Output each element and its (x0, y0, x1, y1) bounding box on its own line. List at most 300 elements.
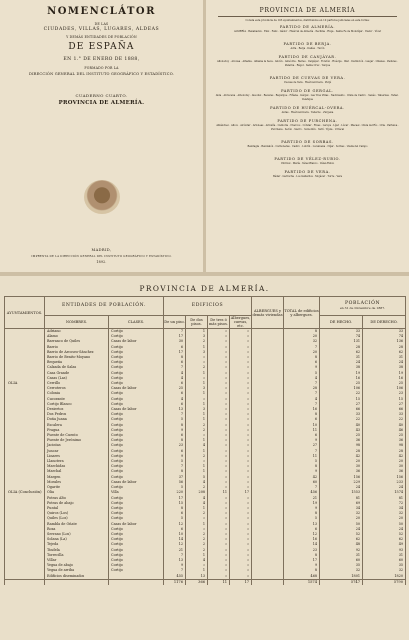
edif-2-pisos: 2 (186, 532, 208, 537)
edif-albergues: » (230, 574, 252, 580)
entity-name: Barrio (45, 345, 109, 350)
total-edificios: 12 (284, 532, 320, 537)
cover-date: EN 1.° DE ENERO DE 1888, (63, 57, 140, 62)
total-edificios: 7 (284, 402, 320, 407)
poblacion-derecho: 156 (363, 475, 406, 480)
entity-class: Cortijo (109, 391, 164, 396)
poblacion-hecho: 40 (320, 423, 363, 428)
poblacion-derecho: 36 (363, 438, 406, 443)
ayuntamiento-cell: OLIA (5, 381, 45, 386)
edif-3-pisos: » (208, 371, 230, 376)
entity-name: Morales (45, 480, 109, 485)
total-edificios: 5 (284, 516, 320, 521)
poblacion-derecho: 40 (363, 423, 406, 428)
entity-class: Casas de labor (109, 407, 164, 412)
poblacion-derecho: 81 (363, 496, 406, 501)
edif-1-piso: 25 (164, 386, 186, 391)
cover-line-de: DE LAS (94, 22, 109, 26)
poblacion-hecho: 25 (320, 381, 363, 386)
edif-1-piso: 17 (164, 334, 186, 339)
poblacion-hecho: 50 (320, 522, 363, 527)
total-edificios: 4 (284, 376, 320, 381)
total-edificios: 16 (284, 407, 320, 412)
total-blank (45, 579, 109, 585)
edif-1-piso: 8 (164, 438, 186, 443)
partido-heading: PARTIDO DE GERGAL. (281, 89, 334, 93)
total-edificios: 14 (284, 542, 320, 547)
total-edificios: 8 (284, 553, 320, 558)
edif-2-pisos: » (186, 459, 208, 464)
edif-3-pisos: » (208, 480, 230, 485)
header-hecho: DE HECHO. (320, 316, 363, 329)
edif-albergues: » (230, 568, 252, 573)
header-edif-2: De dos pisos. (186, 316, 208, 329)
edif-3-pisos: » (208, 329, 230, 335)
entity-class: Cortijo (109, 548, 164, 553)
edif-3-pisos: » (208, 402, 230, 407)
poblacion-hecho: 36 (320, 438, 363, 443)
partido-heading: PARTIDO DE ALMERÍA. (279, 25, 336, 29)
poblacion-derecho: 233 (363, 480, 406, 485)
total-blank (5, 579, 45, 585)
edif-1-piso: 5 (164, 485, 186, 490)
total-value: 5790 (363, 579, 406, 585)
edif-1-piso: 7 (164, 329, 186, 335)
edif-albergues: » (230, 397, 252, 402)
poblacion-derecho: 25 (363, 381, 406, 386)
partido-heading: PARTIDO DE BERJA. (283, 42, 332, 46)
edif-2-pisos: 1 (186, 469, 208, 474)
entity-name: Alamo (45, 334, 109, 339)
total-value: 1176 (164, 579, 186, 585)
poblacion-hecho: 24 (320, 527, 363, 532)
edif-albergues: » (230, 423, 252, 428)
edif-1-piso: 6 (164, 391, 186, 396)
edif-2-pisos: 4 (186, 501, 208, 506)
edif-1-piso: 13 (164, 407, 186, 412)
edif-2-pisos: 2 (186, 454, 208, 459)
poblacion-hecho: 1553 (320, 490, 363, 495)
partido-towns: Alboloduy · Alcolea · Alhabia · Alhama la Seca · Alicún · Almócita · Beires · Canjáyar · Fondón · Huécija · Illar · Instinción · Laujar · Ohanes · Padules · Paterna · Rágol · Santa Cruz · Terque (216, 60, 398, 67)
header-edif-4: Albergues, cuevas, etc. (230, 316, 251, 328)
total-edificios: 6 (284, 433, 320, 438)
entity-name: Quiros (Los) (45, 511, 109, 516)
entity-name: Yegua de abajo (45, 563, 109, 568)
entity-name: Casas (Las) (45, 376, 109, 381)
edif-3-pisos: » (208, 407, 230, 412)
edif-3-pisos: » (208, 438, 230, 443)
edif-2-pisos: 1 (186, 381, 208, 386)
edif-1-piso: 17 (164, 350, 186, 355)
total-edificios: 8 (284, 511, 320, 516)
edif-3-pisos: » (208, 428, 230, 433)
poblacion-hecho: 74 (320, 334, 363, 339)
edif-albergues: » (230, 412, 252, 417)
poblacion-hecho: 15 (320, 397, 363, 402)
total-edificios: 9 (284, 506, 320, 511)
poblacion-derecho: 106 (363, 386, 406, 391)
entity-name: Fuente de Jerónimo (45, 438, 109, 443)
poblacion-hecho: 31 (320, 355, 363, 360)
entity-name: Potras de abajo (45, 501, 109, 506)
poblacion-hecho: 48 (320, 542, 363, 547)
entity-class: Cortijo (109, 516, 164, 521)
edif-albergues: » (230, 345, 252, 350)
poblacion-hecho: 33 (320, 329, 363, 335)
poblacion-derecho: 1820 (363, 574, 406, 580)
edif-albergues: » (230, 402, 252, 407)
total-edificios: 28 (284, 386, 320, 391)
edif-3-pisos: » (208, 386, 230, 391)
entity-name: Dos Pedros (45, 412, 109, 417)
edif-albergues: » (230, 469, 252, 474)
entity-class: Cortijo (109, 428, 164, 433)
poblacion-derecho: 46 (363, 428, 406, 433)
poblacion-hecho: 38 (320, 365, 363, 370)
entity-class: Casas de labor (109, 522, 164, 527)
poblacion-derecho: 27 (363, 402, 406, 407)
entity-name: Calzada de Salas (45, 365, 109, 370)
poblacion-hecho: 92 (320, 548, 363, 553)
edif-albergues: » (230, 329, 252, 335)
total-edificios: 11 (284, 428, 320, 433)
edif-2-pisos: 2 (186, 339, 208, 344)
poblacion-hecho: 25 (320, 433, 363, 438)
edif-2-pisos: » (186, 360, 208, 365)
edif-1-piso: 14 (164, 537, 186, 542)
edif-3-pisos: » (208, 506, 230, 511)
edif-2-pisos: 2 (186, 428, 208, 433)
edif-1-piso: 9 (164, 563, 186, 568)
edif-3-pisos: » (208, 433, 230, 438)
edif-3-pisos: » (208, 516, 230, 521)
entity-class: Cortijo (109, 459, 164, 464)
total-row (5, 579, 406, 585)
entity-class: Cortijo (109, 469, 164, 474)
total-edificios: 42 (284, 475, 320, 480)
edif-1-piso: 5 (164, 516, 186, 521)
entity-name: Ogarite (45, 485, 109, 490)
total-edificios: 7 (284, 449, 320, 454)
edif-1-piso: 56 (164, 480, 186, 485)
total-value: 17 (230, 579, 252, 585)
edif-3-pisos: » (208, 412, 230, 417)
poblacion-derecho: 66 (363, 407, 406, 412)
edif-3-pisos: » (208, 365, 230, 370)
edif-3-pisos: » (208, 443, 230, 448)
poblacion-hecho: 27 (320, 402, 363, 407)
total-edificios: 7 (284, 345, 320, 350)
edif-albergues: » (230, 449, 252, 454)
entity-class: Cortijo (109, 345, 164, 350)
poblacion-derecho: 31 (363, 553, 406, 558)
edif-1-piso: 12 (164, 542, 186, 547)
edif-2-pisos: 3 (186, 334, 208, 339)
edif-3-pisos: » (208, 360, 230, 365)
edif-2-pisos: 13 (186, 574, 208, 580)
edif-2-pisos: » (186, 355, 208, 360)
edif-1-piso: 6 (164, 433, 186, 438)
entity-class: Cortijo (109, 501, 164, 506)
partido-towns: Antas · Huércal-Overa · Taberno · Zurgena (281, 111, 334, 114)
total-edificios: 6 (284, 360, 320, 365)
header-derecho: DE DERECHO. (363, 316, 406, 329)
edif-3-pisos: » (208, 459, 230, 464)
total-edificios: 9 (284, 469, 320, 474)
poblacion-derecho: 74 (363, 334, 406, 339)
total-edificios: 8 (284, 355, 320, 360)
entity-class: Cortijo (109, 542, 164, 547)
edif-3-pisos: » (208, 350, 230, 355)
total-value: 11 (208, 579, 230, 585)
cover-subtitle: CIUDADES, VILLAS, LUGARES, ALDEAS (43, 27, 160, 32)
entity-name: Bequeña (45, 360, 109, 365)
poblacion-derecho: 24 (363, 360, 406, 365)
edif-3-pisos: » (208, 558, 230, 563)
poblacion-derecho: 33 (363, 412, 406, 417)
edif-3-pisos: » (208, 568, 230, 573)
poblacion-hecho: 81 (320, 496, 363, 501)
edif-2-pisos: 208 (186, 490, 208, 495)
entity-class: Cortijo (109, 511, 164, 516)
title-rule (218, 16, 397, 17)
header-ayuntamientos: AYUNTAMIENTOS. (5, 297, 45, 329)
poblacion-derecho: 25 (363, 433, 406, 438)
poblacion-hecho: 66 (320, 407, 363, 412)
partido-heading: PARTIDO DE HUÉRCAL-OVERA. (270, 106, 345, 110)
poblacion-hecho: 52 (320, 532, 363, 537)
header-poblacion (320, 297, 406, 316)
entity-name: Cucorante (45, 397, 109, 402)
poblacion-hecho: 106 (320, 386, 363, 391)
entity-class: Cortijo (109, 438, 164, 443)
poblacion-hecho: 42 (320, 454, 363, 459)
total-value: 5747 (320, 579, 363, 585)
edif-albergues: » (230, 443, 252, 448)
entity-name: Llanotera (45, 459, 109, 464)
edif-albergues: » (230, 376, 252, 381)
poblacion-hecho: 30 (320, 464, 363, 469)
edif-2-pisos: 1 (186, 391, 208, 396)
entity-name: Adriano (45, 329, 109, 335)
total-edificios: 16 (284, 537, 320, 542)
edif-2-pisos: 4 (186, 496, 208, 501)
total-edificios: 23 (284, 548, 320, 553)
entity-name: Cerroteros (45, 386, 109, 391)
entity-name: Torrecilla (45, 553, 109, 558)
poblacion-derecho: 50 (363, 522, 406, 527)
total-edificios: 32 (284, 339, 320, 344)
population-table (4, 296, 406, 585)
edif-2-pisos: 1 (186, 371, 208, 376)
poblacion-hecho: 32 (320, 568, 363, 573)
entity-name: Juncar (45, 449, 109, 454)
poblacion-derecho: 62 (363, 350, 406, 355)
partido-heading: PARTIDO DE SORBAS. (281, 140, 334, 144)
total-edificios: 8 (284, 412, 320, 417)
poblacion-derecho: 23 (363, 391, 406, 396)
header-entidades: ENTIDADES DE POBLACIÓN. (45, 297, 164, 316)
entity-name: Barranco de Quiles (45, 339, 109, 344)
edif-2-pisos: 1 (186, 464, 208, 469)
edif-2-pisos: 2 (186, 485, 208, 490)
total-edificios: 17 (284, 558, 320, 563)
edif-1-piso: 6 (164, 402, 186, 407)
edif-2-pisos: 2 (186, 365, 208, 370)
total-edificios: 8 (284, 464, 320, 469)
edif-3-pisos: » (208, 537, 230, 542)
poblacion-derecho: 49 (363, 542, 406, 547)
edif-albergues: » (230, 537, 252, 542)
edif-3-pisos: » (208, 397, 230, 402)
poblacion-hecho: 43 (320, 428, 363, 433)
cover-page (0, 0, 203, 272)
poblacion-hecho: 35 (320, 563, 363, 568)
entity-class: Cortijo (109, 475, 164, 480)
edif-2-pisos: 1 (186, 438, 208, 443)
partido-towns: Cuevas de Vera · Huércal-Overa · Pulpí (283, 81, 332, 84)
poblacion-hecho: 36 (320, 469, 363, 474)
edif-3-pisos: » (208, 464, 230, 469)
poblacion-derecho: 32 (363, 568, 406, 573)
poblacion-derecho: 62 (363, 537, 406, 542)
edif-3-pisos: » (208, 563, 230, 568)
entity-name: Tindela (45, 548, 109, 553)
total-edificios: 468 (284, 574, 320, 580)
entity-class: Cortijo (109, 417, 164, 422)
edif-3-pisos: » (208, 423, 230, 428)
edif-2-pisos: 2 (186, 548, 208, 553)
poblacion-derecho: 22 (363, 417, 406, 422)
total-edificios: 5 (284, 459, 320, 464)
poblacion-hecho: 34 (320, 506, 363, 511)
edif-albergues: » (230, 506, 252, 511)
entity-name: Colonia (45, 391, 109, 396)
edif-3-pisos: » (208, 532, 230, 537)
entity-class: Cortijo (109, 443, 164, 448)
edif-2-pisos: 3 (186, 407, 208, 412)
poblacion-derecho: 31 (363, 355, 406, 360)
poblacion-derecho: 24 (363, 485, 406, 490)
poblacion-hecho: 69 (320, 501, 363, 506)
poblacion-derecho: 72 (363, 501, 406, 506)
entity-class: Cortijo (109, 381, 164, 386)
cover-title: NOMENCLÁTOR (47, 6, 156, 17)
entity-class: Cortijo (109, 412, 164, 417)
poblacion-derecho: 30 (363, 464, 406, 469)
edif-albergues: » (230, 532, 252, 537)
edif-2-pisos: » (186, 397, 208, 402)
edif-3-pisos: » (208, 574, 230, 580)
edif-1-piso: 8 (164, 423, 186, 428)
edif-3-pisos: » (208, 391, 230, 396)
edif-1-piso: 6 (164, 381, 186, 386)
poblacion-derecho: 32 (363, 511, 406, 516)
edif-1-piso: 4 (164, 397, 186, 402)
edif-3-pisos: » (208, 376, 230, 381)
poblacion-hecho: 33 (320, 412, 363, 417)
edif-albergues: » (230, 339, 252, 344)
edif-1-piso: 7 (164, 412, 186, 417)
entity-name: Barrio de Benito-Moyano (45, 355, 109, 360)
edif-albergues: » (230, 496, 252, 501)
partido-towns: Abla · Abrucena · Alboloduy · Alsodux · Bacares · Bayarque · Fiñana · Gérgal · Las Tres Villas · Nacimiento · Olula de Castro · Senés · Tabernas · Tahal · Velefique (215, 94, 400, 101)
edif-3-pisos: » (208, 485, 230, 490)
index-title: PROVINCIA DE ALMERÍA (259, 7, 356, 14)
poblacion-hecho: 32 (320, 511, 363, 516)
entity-name: Casa Grande (45, 371, 109, 376)
edif-1-piso: 8 (164, 469, 186, 474)
edif-1-piso: 10 (164, 532, 186, 537)
edif-3-pisos: » (208, 522, 230, 527)
edif-1-piso: 37 (164, 475, 186, 480)
partido-towns: Benitagla · Benizalón · Carboneras · Castro · Lubrín · Lucainena · Níjar · Sorbas · Uleila del Campo (247, 145, 368, 148)
edif-2-pisos: 3 (186, 386, 208, 391)
poblacion-derecho: 24 (363, 527, 406, 532)
edif-3-pisos: » (208, 496, 230, 501)
total-edificios: 11 (284, 454, 320, 459)
entity-name: Rambla de Oñate (45, 522, 109, 527)
entity-name: Doña Juana (45, 417, 109, 422)
edif-albergues: » (230, 438, 252, 443)
entity-name: Escalera (45, 423, 109, 428)
poblacion-derecho: 28 (363, 449, 406, 454)
poblacion-derecho: 33 (363, 329, 406, 335)
edif-1-piso: 5 (164, 417, 186, 422)
edif-2-pisos: » (186, 516, 208, 521)
total-edificios: 5 (284, 371, 320, 376)
edif-albergues: » (230, 428, 252, 433)
edif-albergues: » (230, 386, 252, 391)
edif-albergues: » (230, 558, 252, 563)
entity-class: Cortijo (109, 464, 164, 469)
cover-notebook: CUADERNO CUARTO. (75, 93, 128, 98)
edif-1-piso: 9 (164, 428, 186, 433)
entity-class: Cortijo (109, 402, 164, 407)
poblacion-hecho: 24 (320, 360, 363, 365)
entity-name: Olia (45, 490, 109, 495)
total-edificios: 20 (284, 334, 320, 339)
poblacion-derecho: 52 (363, 532, 406, 537)
header-edificios: EDIFICIOS (164, 297, 252, 316)
edif-2-pisos: 1 (186, 412, 208, 417)
entity-class: Cortijo (109, 350, 164, 355)
poblacion-hecho: 22 (320, 391, 363, 396)
poblacion-derecho: 28 (363, 345, 406, 350)
entity-name: Serrano (Los) (45, 532, 109, 537)
entity-name: Desiertos (45, 407, 109, 412)
total-edificios: 21 (284, 496, 320, 501)
total-edificios: 7 (284, 391, 320, 396)
total-edificios: 27 (284, 443, 320, 448)
edif-albergues: » (230, 407, 252, 412)
poblacion-hecho: 28 (320, 345, 363, 350)
entity-class: Cortijo (109, 360, 164, 365)
edif-2-pisos: 1 (186, 506, 208, 511)
edif-albergues: » (230, 563, 252, 568)
poblacion-derecho: 36 (363, 469, 406, 474)
edif-1-piso: 6 (164, 449, 186, 454)
poblacion-derecho: 98 (363, 443, 406, 448)
edif-2-pisos: » (186, 563, 208, 568)
edif-3-pisos: » (208, 511, 230, 516)
total-value: 366 (186, 579, 208, 585)
poblacion-derecho: 136 (363, 339, 406, 344)
total-edificios: 456 (284, 490, 320, 495)
entity-name: Fuente de Cuento (45, 433, 109, 438)
edif-3-pisos: » (208, 417, 230, 422)
table-title: PROVINCIA DE ALMERÍA. (139, 284, 270, 293)
